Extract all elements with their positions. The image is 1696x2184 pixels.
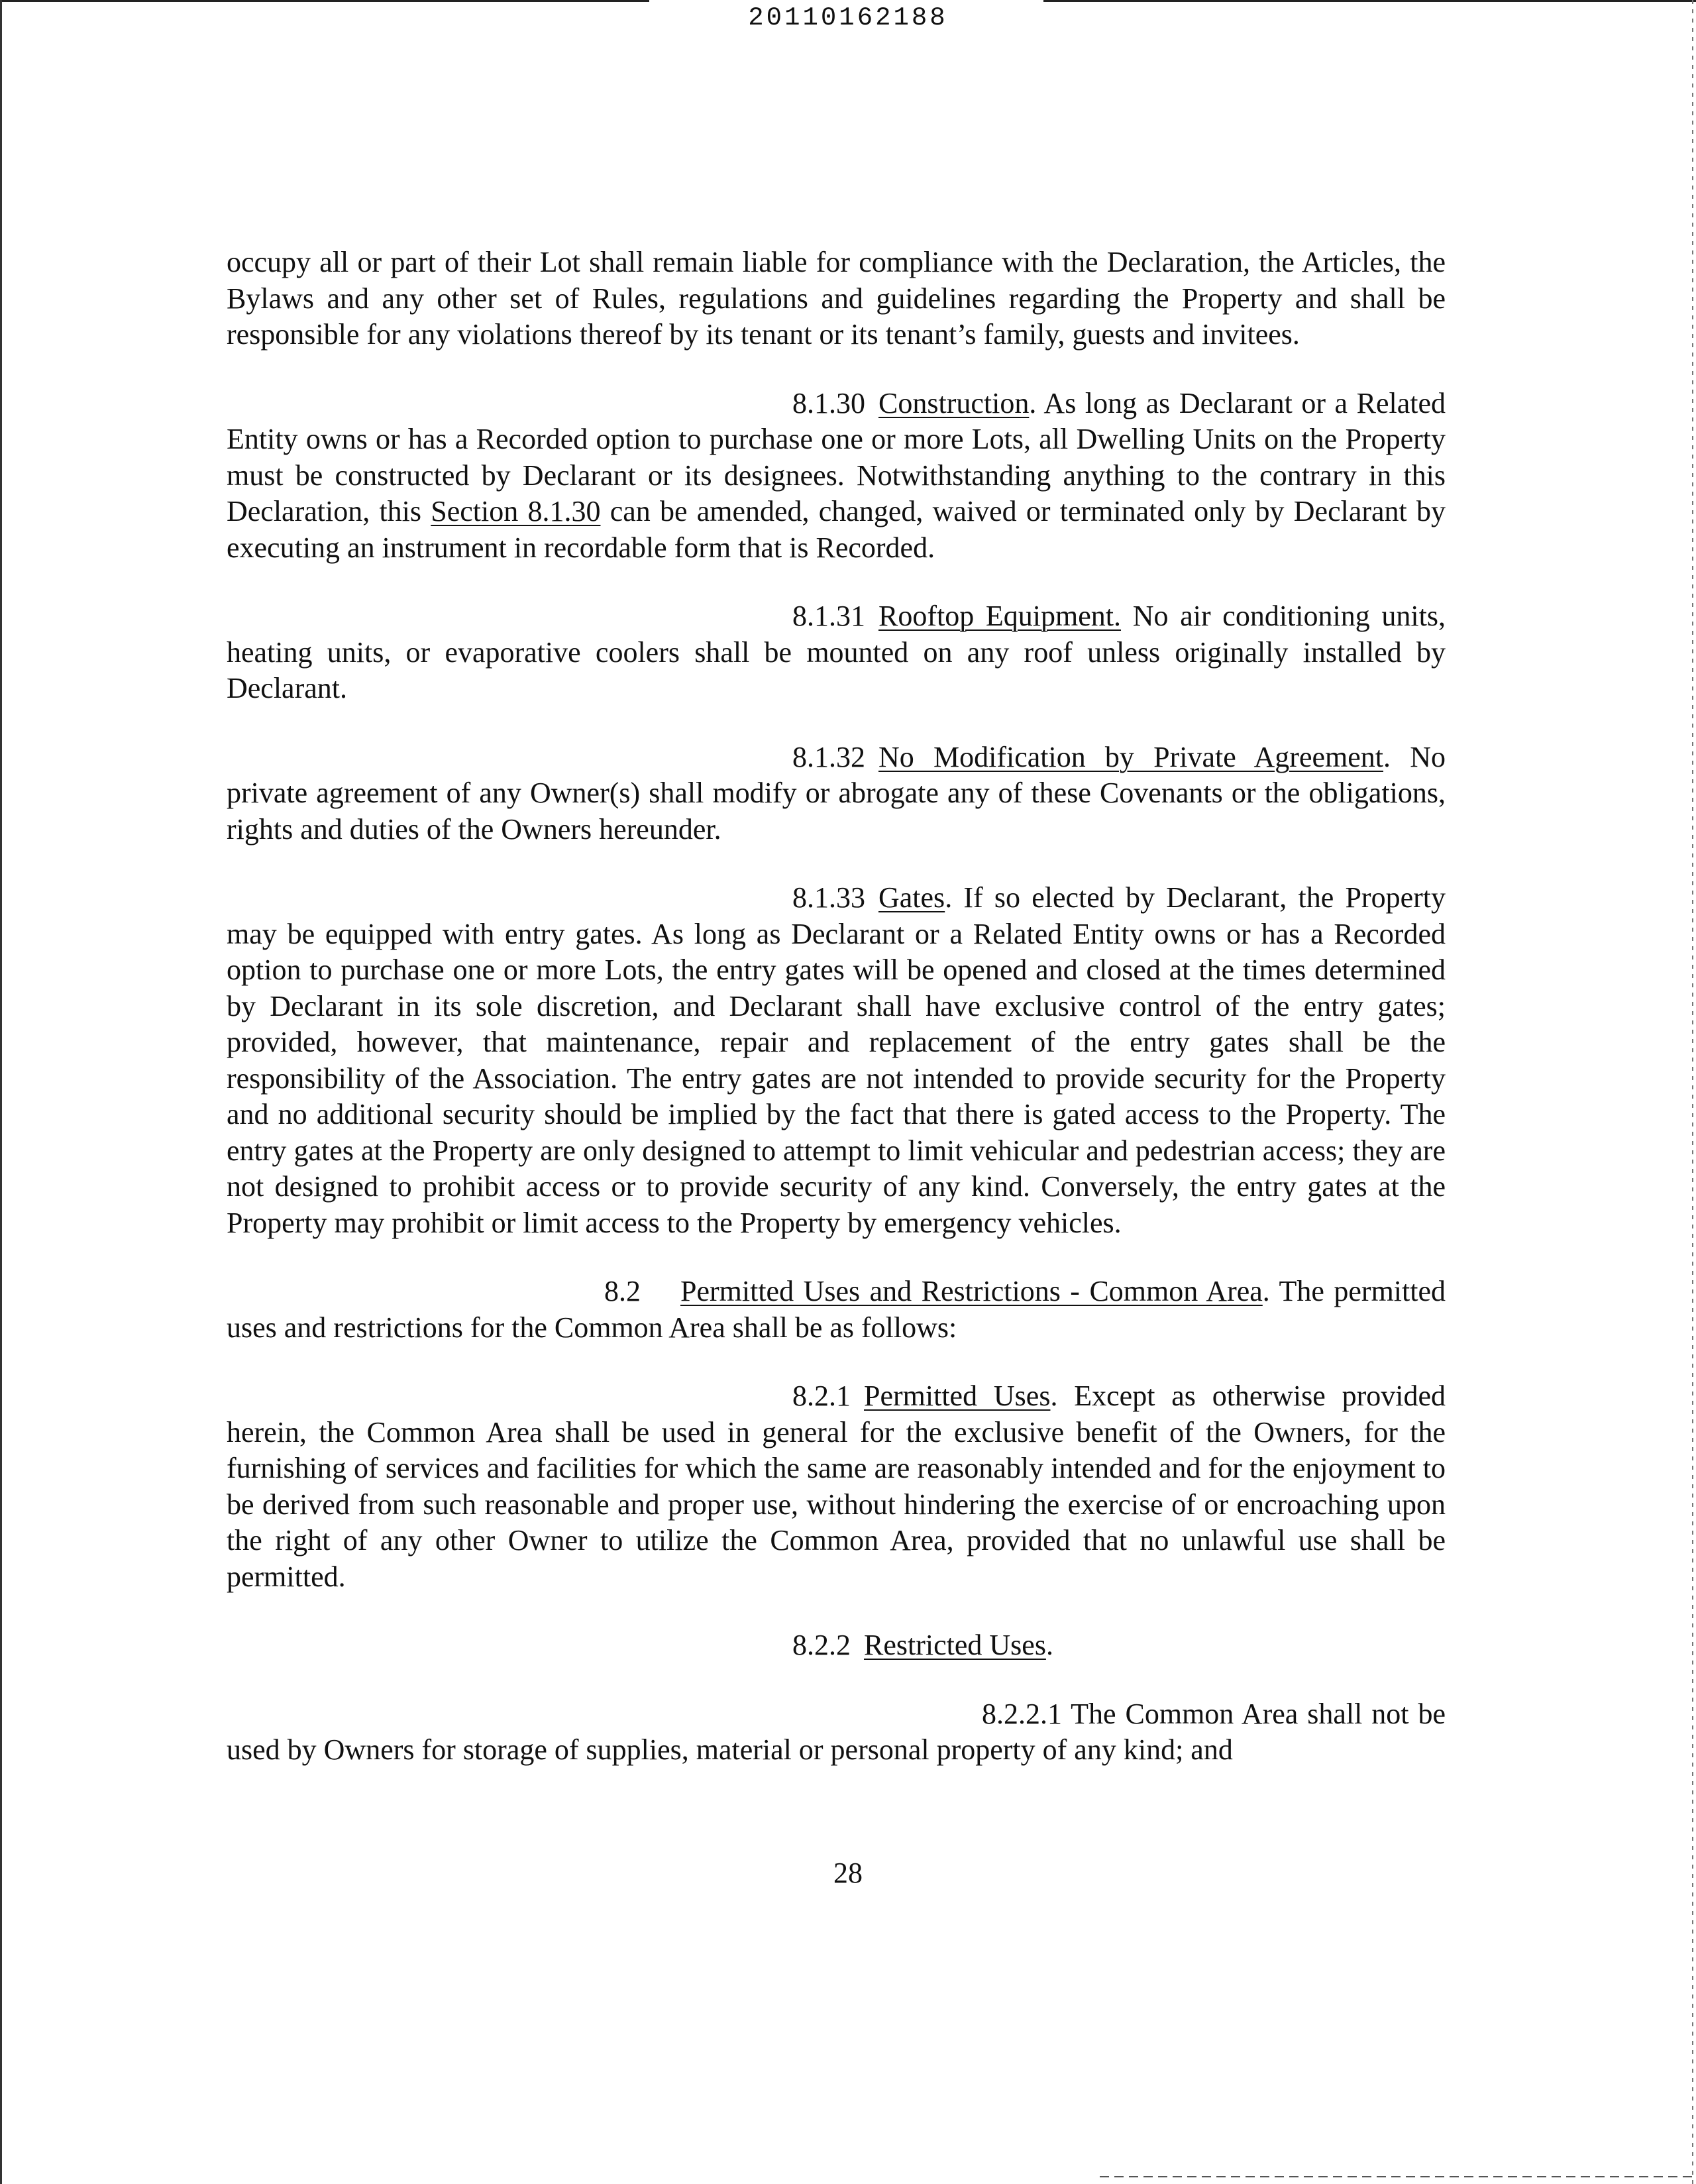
section-cross-reference: Section 8.1.30	[431, 495, 601, 527]
section-number: 8.1.30	[792, 386, 865, 419]
bottom-scan-rule	[1100, 2176, 1696, 2177]
section-8-2-2	[227, 1627, 1446, 1664]
section-number: 8.2.1	[792, 1380, 851, 1412]
section-8-1-30	[227, 386, 1446, 567]
section-title: Gates	[878, 881, 945, 914]
section-text: The Common Area shall not be used by Owners for storage of supplies, material or personal property of any kind; and	[227, 1697, 1446, 1766]
section-title: Construction	[878, 386, 1030, 419]
section-number: 8.1.33	[792, 881, 865, 914]
section-number: 8.1.31	[792, 600, 865, 632]
right-scan-edge	[1692, 0, 1693, 2184]
section-text-part-a: . As long as Declarant or a Related Entity owns or has a Recorded option to purchase one or more Lots, all Dwelling Units on the Property must be constructed by Declarant or its designees. Notwithstanding anything to the contrary in this Declaration, this	[227, 386, 1446, 527]
left-scan-edge	[0, 0, 2, 2184]
paragraph-text: occupy all or part of their Lot shall remain liable for compliance with the Declaration, the Articles, the Bylaws and any other set of Rules, regulations and guidelines regarding the Property and shall be responsible for any violations thereof by its tenant or its tenant’s family, guests and invitees.	[227, 246, 1446, 351]
section-8-2-1	[227, 1378, 1446, 1595]
section-number: 8.1.32	[792, 740, 865, 773]
section-number: 8.2.2	[792, 1629, 851, 1661]
section-title: No Modification by Private Agreement	[878, 740, 1384, 773]
section-text: .	[1045, 1629, 1053, 1661]
section-8-1-32	[227, 739, 1446, 848]
page-number: 28	[833, 1857, 863, 1889]
section-text: . If so elected by Declarant, the Property may be equipped with entry gates. As long as Declarant or a Related Entity owns or has a Recorded option to purchase one or more Lots, the entry gates will be opened and closed at the times determined by Declarant in its sole discretion, and Declarant shall have exclusive control of the entry gates; provided, however, that maintenance, repair and replacement of the entry gates shall be the responsibility of the Association. The entry gates are not intended to provide security for the Property and no additional security should be implied by the fact that there is gated access to the Property. The entry gates at the Property are only designed to attempt to limit vehicular and pedestrian access; they are not designed to prohibit access or to provide security of any kind. Conversely, the entry gates at the Property may prohibit or limit access to the Property by emergency vehicles.	[227, 881, 1446, 1239]
section-number: 8.2	[604, 1275, 641, 1307]
section-text: . Except as otherwise provided herein, the Common Area shall be used in general for the exclusive benefit of the Owners, for the furnishing of services and facilities for which the same are reasonably intended and for the enjoyment to be derived from such reasonable and proper use, without hindering the exercise of or encroaching upon the right of any other Owner to utilize the Common Area, provided that no unlawful use shall be permitted.	[227, 1380, 1446, 1593]
section-text-part-b: can be amended, changed, waived or terminated only by Declarant by executing an instrument in recordable form that is Recorded.	[227, 495, 1446, 564]
section-8-1-33	[227, 880, 1446, 1241]
section-8-2	[227, 1274, 1446, 1346]
section-number: 8.2.2.1	[982, 1697, 1062, 1730]
section-8-2-2-1	[227, 1696, 1446, 1769]
section-8-1-31	[227, 598, 1446, 707]
section-title: Rooftop Equipment.	[878, 600, 1122, 632]
section-text: No air conditioning units, heating units, or evaporative coolers shall be mounted on any roof unless originally installed by Declarant.	[227, 600, 1446, 704]
section-title: Permitted Uses	[864, 1380, 1051, 1412]
document-body	[227, 245, 1446, 1801]
paragraph-continuation	[227, 245, 1446, 353]
document-number: 20110162188	[748, 3, 948, 32]
section-text: . No private agreement of any Owner(s) shall modify or abrogate any of these Covenants or the obligations, rights and duties of the Owners hereunder.	[227, 740, 1446, 846]
section-text: . The permitted uses and restrictions for the Common Area shall be as follows:	[227, 1275, 1446, 1344]
top-border-rule-left	[0, 0, 649, 2]
top-border-rule-right	[1043, 0, 1696, 2]
section-title: Restricted Uses	[864, 1629, 1046, 1661]
section-title: Permitted Uses and Restrictions - Common Area	[680, 1275, 1263, 1307]
